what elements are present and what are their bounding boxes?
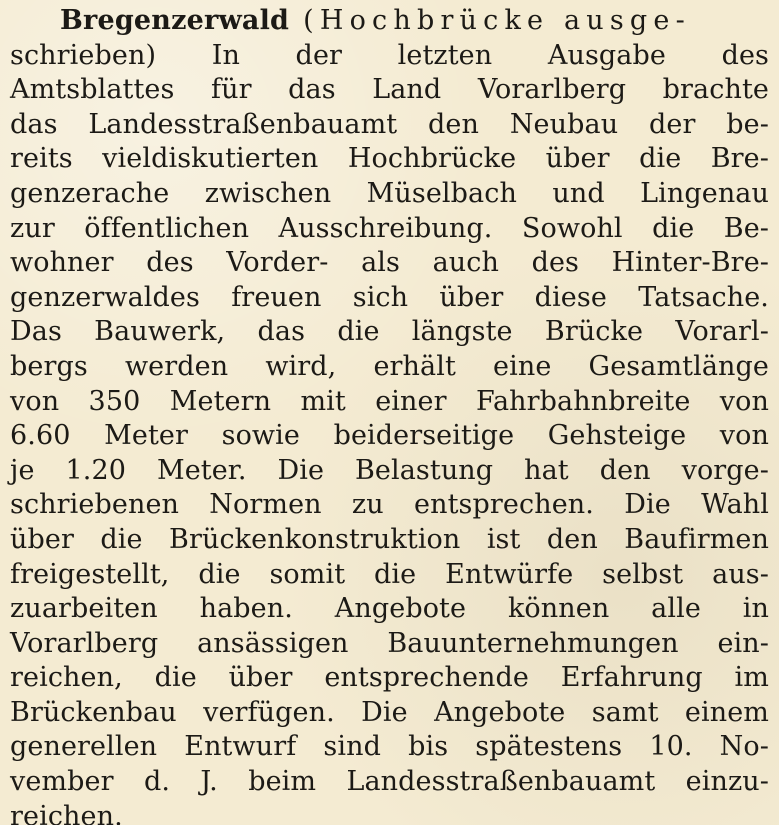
text-line: das Landesstraßenbauamt den Neubau der be- xyxy=(10,108,769,140)
text-line: schrieben) In der letzten Ausgabe des xyxy=(10,39,769,71)
subheadline: (Hochbrücke ausge- xyxy=(303,5,691,36)
text-line: Vorarlberg ansässigen Bauunternehmungen ein- xyxy=(10,627,769,659)
headline: Bregenzerwald xyxy=(60,5,290,36)
text-line: je 1.20 Meter. Die Belastung hat den vorge- xyxy=(10,454,769,486)
text-line: wohner des Vorder- als auch des Hinter-Bre- xyxy=(10,247,769,279)
headline-row xyxy=(10,4,769,39)
text-line: zuarbeiten haben. Angebote können alle in xyxy=(10,593,769,625)
text-line: Amtsblattes für das Land Vorarlberg brachte xyxy=(10,74,769,106)
text-line: genzerache zwischen Müselbach und Lingenau xyxy=(10,177,769,209)
text-line: vember d. J. beim Landesstraßenbauamt einzu- xyxy=(10,766,769,798)
text-line: bergs werden wird, erhält eine Gesamtlänge xyxy=(10,350,769,382)
text-line: Brückenbau verfügen. Die Angebote samt einem xyxy=(10,696,769,728)
text-line: reichen. xyxy=(10,800,123,825)
text-line: 6.60 Meter sowie beiderseitige Gehsteige von xyxy=(10,420,769,452)
text-line: schriebenen Normen zu entsprechen. Die Wahl xyxy=(10,489,769,521)
text-line: über die Brückenkonstruktion ist den Baufirmen xyxy=(10,523,769,555)
text-line: genzerwaldes freuen sich über diese Tatsache. xyxy=(10,281,769,313)
text-line: von 350 Metern mit einer Fahrbahnbreite von xyxy=(10,385,769,417)
text-line: zur öffentlichen Ausschreibung. Sowohl die Be- xyxy=(10,212,769,244)
text-line: generellen Entwurf sind bis spätestens 10. No- xyxy=(10,731,769,763)
text-line: Das Bauwerk, das die längste Brücke Vorarl- xyxy=(10,316,769,348)
text-line: reits vieldiskutierten Hochbrücke über die Bre- xyxy=(10,143,769,175)
text-line: freigestellt, die somit die Entwürfe selbst aus- xyxy=(10,558,769,590)
text-line: reichen, die über entsprechende Erfahrung im xyxy=(10,662,769,694)
